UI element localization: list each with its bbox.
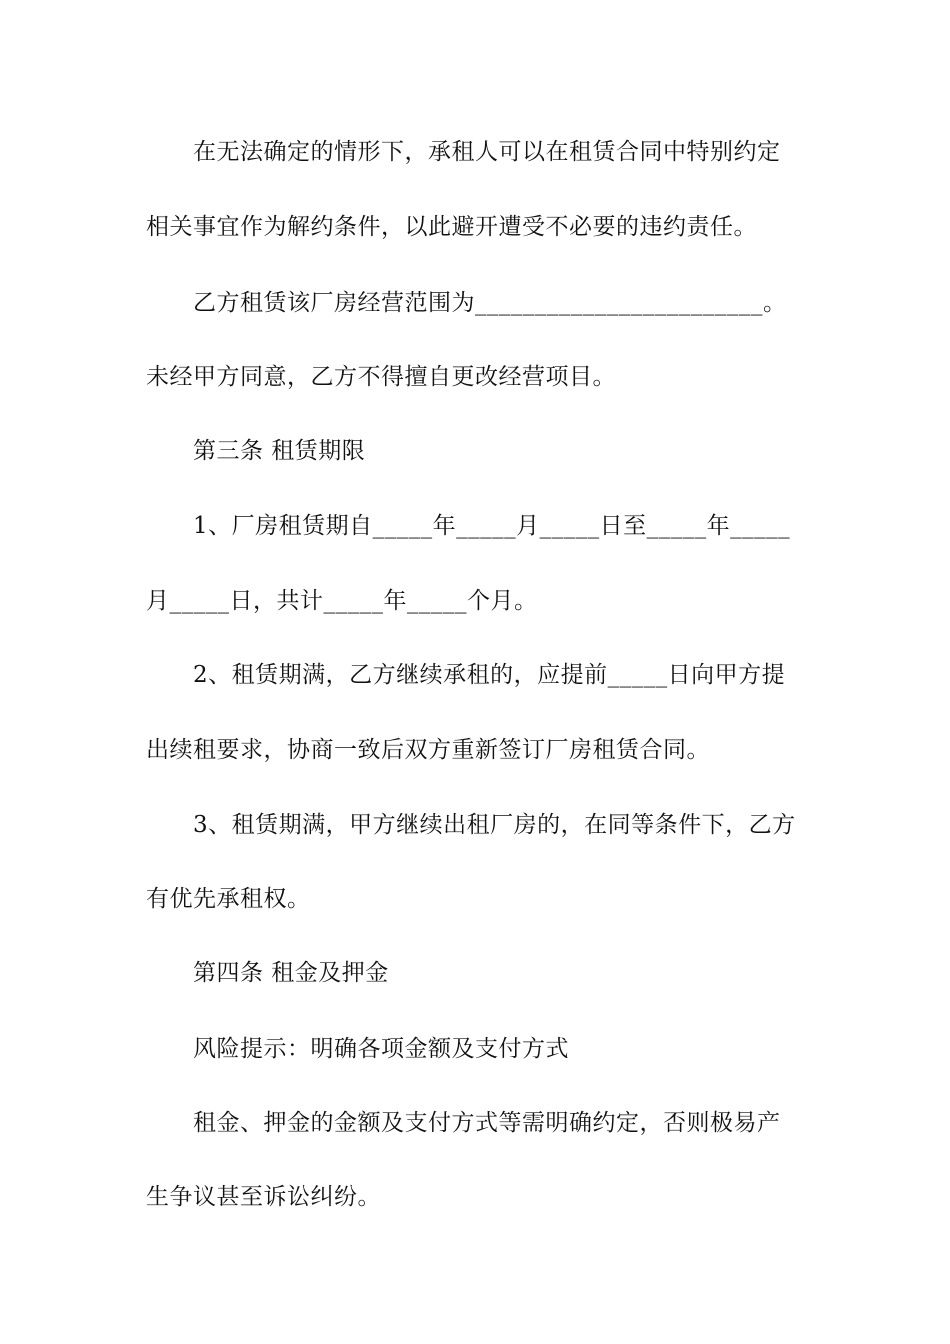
- paragraph-line: 3、租赁期满，甲方继续出租厂房的，在同等条件下，乙方: [193, 812, 796, 838]
- paragraph-line: 月_____日，共计_____年_____个月。: [146, 588, 538, 614]
- paragraph-line: 生争议甚至诉讼纠纷。: [146, 1184, 381, 1210]
- paragraph-line: 未经甲方同意，乙方不得擅自更改经营项目。: [146, 364, 616, 390]
- section-heading: 第三条 租赁期限: [193, 438, 366, 464]
- paragraph-line: 租金、押金的金额及支付方式等需明确约定，否则极易产: [193, 1110, 781, 1136]
- risk-note: 风险提示：明确各项金额及支付方式: [193, 1036, 569, 1062]
- paragraph-line: 1、厂房租赁期自_____年_____月_____日至_____年_____: [193, 513, 791, 539]
- paragraph-line: 2、租赁期满，乙方继续承租的，应提前_____日向甲方提: [193, 662, 786, 688]
- paragraph-line: 出续租要求，协商一致后双方重新签订厂房租赁合同。: [146, 737, 710, 763]
- paragraph-line: 在无法确定的情形下，承租人可以在租赁合同中特别约定: [193, 139, 781, 165]
- paragraph-line: 有优先承租权。: [146, 886, 311, 912]
- paragraph-line: 相关事宜作为解约条件，以此避开遭受不必要的违约责任。: [146, 214, 757, 240]
- section-heading: 第四条 租金及押金: [193, 960, 389, 986]
- paragraph-line: 乙方租赁该厂房经营范围为________________________。: [193, 290, 787, 316]
